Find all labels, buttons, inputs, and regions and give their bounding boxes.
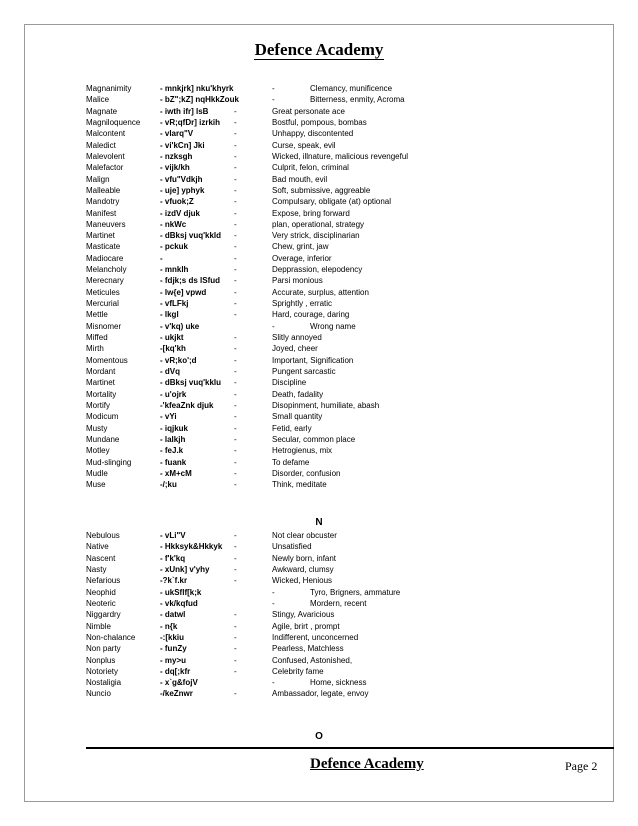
entry-separator: - — [234, 468, 237, 478]
entry-meaning: Disopinment, humiliate, abash — [272, 400, 380, 410]
entry-hindi: - nzksgh — [160, 151, 193, 161]
entry-meaning: Bostful, pompous, bombas — [272, 117, 367, 127]
entry-word: Nascent — [86, 553, 116, 563]
entry-word: Mandotry — [86, 197, 120, 207]
entry-meaning-indented: Home, sickness — [310, 678, 367, 688]
entry-word: Meticules — [86, 287, 120, 297]
entry-word: Mudle — [86, 468, 108, 478]
entry-meaning: Great personate ace — [272, 106, 345, 116]
entry-meaning: Hetrogienus, mix — [272, 446, 333, 456]
entry-meaning: Overage, inferior — [272, 253, 332, 263]
entry-separator: - — [234, 140, 237, 150]
entry-hindi: - fuank — [160, 457, 187, 467]
entry-meaning: Stingy, Avaricious — [272, 610, 335, 620]
entry-word: Neophid — [86, 587, 116, 597]
entry-hindi: - vi'kCn] Jki — [160, 140, 205, 150]
entry-word: Mud-slinging — [86, 457, 132, 467]
entry-separator: - — [234, 480, 237, 490]
entry-separator: - — [234, 457, 237, 467]
entry-separator: - — [234, 576, 237, 586]
entry-word: Mortality — [86, 389, 117, 399]
glossary-entry — [0, 389, 638, 401]
entry-separator: - — [234, 129, 237, 139]
entry-word: Martinet — [86, 378, 115, 388]
entry-separator: - — [234, 299, 237, 309]
glossary-entry — [0, 541, 638, 553]
entry-meaning: Important, Signification — [272, 355, 354, 365]
entry-word: Non party — [86, 644, 121, 654]
glossary-entry — [0, 587, 638, 599]
glossary-entry — [0, 530, 638, 542]
glossary-entry — [0, 106, 638, 118]
entry-word: Magnanimity — [86, 84, 132, 93]
glossary-entry — [0, 264, 638, 276]
entry-hindi: - fdjk;s ds lSfud — [160, 276, 220, 286]
entry-meaning-indented: Wrong name — [310, 321, 356, 331]
entry-word: Motley — [86, 446, 110, 456]
entry-hindi: - mnklh — [160, 265, 189, 275]
entry-hindi: -:[kkiu — [160, 632, 184, 642]
entry-word: Nuncio — [86, 689, 111, 699]
glossary-entry — [0, 355, 638, 367]
glossary-entry — [0, 457, 638, 469]
entry-separator: - — [234, 610, 237, 620]
glossary-entry — [0, 230, 638, 242]
entry-separator: - — [234, 666, 237, 676]
glossary-entry — [0, 321, 638, 333]
entry-separator: - — [234, 378, 237, 388]
entry-hindi: - Hkksyk&Hkkyk — [160, 542, 223, 552]
glossary-entry — [0, 128, 638, 140]
glossary-entry — [0, 83, 638, 95]
entry-separator: - — [234, 542, 237, 552]
entry-hindi: - xUnk] v'yhy — [160, 564, 210, 574]
glossary-entry — [0, 174, 638, 186]
entry-meaning: Discipline — [272, 378, 307, 388]
entry-meaning: Think, meditate — [272, 480, 327, 490]
entry-meaning: Unhappy, discontented — [272, 129, 354, 139]
glossary-entry — [0, 219, 638, 231]
entry-word: Merecnary — [86, 276, 124, 286]
entry-separator: - — [234, 344, 237, 354]
entry-lead-dash: - — [272, 95, 275, 105]
entry-meaning: Wicked, Henious — [272, 576, 333, 586]
glossary-entry — [0, 162, 638, 174]
entry-separator: - — [234, 531, 237, 540]
glossary-entry — [0, 434, 638, 446]
glossary-entry — [0, 677, 638, 689]
entry-separator: - — [234, 287, 237, 297]
entry-word: Nefarious — [86, 576, 121, 586]
entry-hindi: - nkWc — [160, 219, 187, 229]
entry-separator: - — [234, 389, 237, 399]
entry-hindi: - lkgl — [160, 310, 179, 320]
entry-separator: - — [234, 219, 237, 229]
entry-meaning: Agile, brirt , prompt — [272, 621, 340, 631]
glossary-entry — [0, 241, 638, 253]
entry-meaning: Secular, common place — [272, 434, 356, 444]
entry-meaning: Celebrity fame — [272, 666, 324, 676]
glossary-entry — [0, 688, 638, 700]
entry-separator: - — [234, 197, 237, 207]
entry-hindi: - vlarq"V — [160, 129, 194, 139]
entry-hindi: - x`g&fojV — [160, 678, 198, 688]
entry-word: Misnomer — [86, 321, 122, 331]
entry-word: Melancholy — [86, 265, 127, 275]
entry-separator: - — [234, 621, 237, 631]
entry-meaning: Awkward, clumsy — [272, 564, 334, 574]
entry-meaning: Indifferent, unconcerned — [272, 632, 359, 642]
entry-meaning: Unsatisfied — [272, 542, 312, 552]
glossary-entry — [0, 655, 638, 667]
entry-separator: - — [234, 106, 237, 116]
entry-hindi: - datwl — [160, 610, 186, 620]
entry-meaning: Curse, speak, evil — [272, 140, 336, 150]
glossary-entry — [0, 196, 638, 208]
section-letter-o: O — [315, 731, 323, 742]
glossary-entry — [0, 411, 638, 423]
glossary-entry — [0, 366, 638, 378]
entry-word: Malefactor — [86, 163, 124, 173]
entry-separator: - — [234, 174, 237, 184]
entry-hindi: - vLi"V — [160, 531, 186, 540]
entry-word: Native — [86, 542, 109, 552]
entry-meaning: Pearless, Matchless — [272, 644, 344, 654]
entry-separator: - — [234, 553, 237, 563]
entry-hindi: - pckuk — [160, 242, 189, 252]
entry-meaning: Ambassador, legate, envoy — [272, 689, 369, 699]
entry-word: Maledict — [86, 140, 116, 150]
entry-meaning: Small quantity — [272, 412, 323, 422]
glossary-entry — [0, 632, 638, 644]
entry-lead-dash: - — [272, 598, 275, 608]
entry-hindi: - mnkjrk] nku'khyrk — [160, 84, 234, 93]
header-title-text: Defence Academy — [254, 40, 384, 59]
glossary-entry — [0, 287, 638, 299]
entry-word: Momentous — [86, 355, 128, 365]
entry-hindi: - ukjkt — [160, 333, 184, 343]
glossary-entry — [0, 643, 638, 655]
glossary-entry — [0, 185, 638, 197]
entry-word: Notoriety — [86, 666, 119, 676]
entry-hindi: - vk/kqfud — [160, 598, 198, 608]
entry-hindi: -/keZnwr — [160, 689, 193, 699]
entry-separator: - — [234, 423, 237, 433]
entry-hindi: - vfuok;Z — [160, 197, 194, 207]
entry-word: Nonplus — [86, 655, 116, 665]
entry-word: Malcontent — [86, 129, 126, 139]
entry-word: Miffed — [86, 333, 108, 343]
glossary-entry — [0, 140, 638, 152]
entry-word: Mordant — [86, 367, 116, 376]
entry-hindi: - vijk/kh — [160, 163, 190, 173]
entry-meaning: Disorder, confusion — [272, 468, 341, 478]
entry-separator: - — [234, 400, 237, 410]
glossary-entry — [0, 564, 638, 576]
glossary-entry — [0, 666, 638, 678]
entry-meaning-indented: Mordern, recent — [310, 598, 367, 608]
entry-word: Mirth — [86, 344, 104, 354]
entry-meaning: Depprassion, elepodency — [272, 265, 363, 275]
entry-hindi: -/;ku — [160, 480, 177, 490]
glossary-entry — [0, 151, 638, 163]
glossary-entry — [0, 208, 638, 220]
header-title — [0, 40, 638, 60]
entry-meaning: Hard, courage, daring — [272, 310, 350, 320]
entry-hindi: -?k`f.kr — [160, 576, 188, 586]
glossary-entry — [0, 94, 638, 106]
entry-meaning: Bad mouth, evil — [272, 174, 328, 184]
entry-hindi: -[kq'kh — [160, 344, 186, 354]
entry-meaning-indented: Tyro, Brigners, ammature — [310, 587, 401, 597]
entry-meaning: Pungent sarcastic — [272, 367, 336, 376]
entry-word: Mortify — [86, 400, 110, 410]
entry-separator: - — [234, 412, 237, 422]
entry-hindi: - dBksj vuq'kkld — [160, 231, 222, 241]
entry-hindi: - — [160, 253, 163, 263]
entry-word: Neoteric — [86, 598, 116, 608]
entry-meaning: Chew, grint, jaw — [272, 242, 329, 252]
entry-word: Nimble — [86, 621, 111, 631]
entry-separator: - — [234, 310, 237, 320]
glossary-entry — [0, 445, 638, 457]
entry-meaning-indented: Clemancy, munificence — [310, 84, 393, 93]
entry-meaning: Not clear obcuster — [272, 531, 337, 540]
entry-meaning: Sprightly , erratic — [272, 299, 333, 309]
glossary-entry — [0, 553, 638, 565]
entry-hindi: - n{k — [160, 621, 178, 631]
entry-meaning: Confused, Astonished, — [272, 655, 353, 665]
entry-word: Nasty — [86, 564, 107, 574]
entry-hindi: - bZ";kZ] nqHkkZouk — [160, 95, 239, 105]
glossary-entry — [0, 253, 638, 265]
entry-meaning: plan, operational, strategy — [272, 219, 365, 229]
entry-word: Malign — [86, 174, 110, 184]
entry-hindi: - vR;ko';d — [160, 355, 197, 365]
entry-meaning: Death, fadality — [272, 389, 324, 399]
entry-separator: - — [234, 231, 237, 241]
entry-hindi: - vfu"Vdkjh — [160, 174, 203, 184]
entry-separator: - — [234, 242, 237, 252]
entry-hindi: - ukSflf[k;k — [160, 587, 202, 597]
entry-word: Mettle — [86, 310, 108, 320]
entry-separator: - — [234, 446, 237, 456]
entry-meaning: Very strick, disciplinarian — [272, 231, 360, 241]
section-letter-n: N — [315, 517, 323, 528]
glossary-entry — [0, 117, 638, 129]
entry-word: Niggardry — [86, 610, 121, 620]
entry-hindi: - funZy — [160, 644, 187, 654]
entry-hindi: - lalkjh — [160, 434, 186, 444]
entry-meaning-indented: Bitterness, enmity, Acroma — [310, 95, 405, 105]
entry-hindi: - dq[;kfr — [160, 666, 191, 676]
entry-hindi: - vYi — [160, 412, 177, 422]
glossary-entry — [0, 343, 638, 355]
entry-hindi: - lw{e] vpwd — [160, 287, 207, 297]
entry-hindi: - dBksj vuq'kklu — [160, 378, 222, 388]
glossary-entry — [0, 423, 638, 435]
entry-separator: - — [234, 434, 237, 444]
entry-word: Magnate — [86, 106, 118, 116]
entry-hindi: - uje] yphyk — [160, 185, 205, 195]
entry-separator: - — [234, 276, 237, 286]
entry-word: Mundane — [86, 434, 120, 444]
entry-meaning: Newly born, infant — [272, 553, 337, 563]
entry-separator: - — [234, 355, 237, 365]
entry-hindi: - dVq — [160, 367, 180, 376]
entry-hindi: - my>u — [160, 655, 187, 665]
entry-lead-dash: - — [272, 321, 275, 331]
entry-separator: - — [234, 333, 237, 343]
entry-separator: - — [234, 151, 237, 161]
entry-meaning: Joyed, cheer — [272, 344, 318, 354]
entry-hindi: -'kfeaZnk djuk — [160, 400, 214, 410]
entry-separator: - — [234, 564, 237, 574]
glossary-entry — [0, 621, 638, 633]
glossary-entry — [0, 377, 638, 389]
glossary-entry — [0, 275, 638, 287]
entry-meaning: Slitly annoyed — [272, 333, 322, 343]
entry-word: Modicum — [86, 412, 119, 422]
entry-meaning: Compulsary, obligate (at) optional — [272, 197, 392, 207]
entry-meaning: Wicked, illnature, malicious revengeful — [272, 151, 409, 161]
glossary-entry — [0, 332, 638, 344]
entry-separator: - — [234, 644, 237, 654]
entry-separator: - — [234, 163, 237, 173]
glossary-entry — [0, 400, 638, 412]
entry-word: Masticate — [86, 242, 121, 252]
entry-separator: - — [234, 117, 237, 127]
entry-lead-dash: - — [272, 84, 275, 93]
entry-word: Muse — [86, 480, 106, 490]
glossary-entry — [0, 479, 638, 491]
glossary-entry — [0, 298, 638, 310]
entry-hindi: - f'k'kq — [160, 553, 186, 563]
entry-meaning: Soft, submissive, aggreable — [272, 185, 371, 195]
entry-meaning: Fetid, early — [272, 423, 312, 433]
entry-separator: - — [234, 367, 237, 376]
entry-meaning: To defame — [272, 457, 310, 467]
glossary-entry — [0, 609, 638, 621]
entry-separator: - — [234, 632, 237, 642]
glossary-entry — [0, 309, 638, 321]
entry-separator: - — [234, 655, 237, 665]
entry-separator: - — [234, 208, 237, 218]
entry-meaning: Parsi monious — [272, 276, 323, 286]
entry-hindi: - u'ojrk — [160, 389, 187, 399]
glossary-entry — [0, 575, 638, 587]
entry-hindi: - xM+cM — [160, 468, 192, 478]
entry-word: Malevolent — [86, 151, 125, 161]
entry-separator: - — [234, 253, 237, 263]
entry-separator: - — [234, 185, 237, 195]
entry-hindi: - v'kq) uke — [160, 321, 200, 331]
entry-separator: - — [234, 265, 237, 275]
entry-word: Maneuvers — [86, 219, 126, 229]
entry-hindi: - iwth ifr] lsB — [160, 106, 209, 116]
footer-title: Defence Academy — [310, 756, 424, 772]
entry-word: Nostaligia — [86, 678, 122, 688]
entry-word: Malleable — [86, 185, 121, 195]
glossary-entry — [0, 468, 638, 480]
entry-hindi: - vfLFkj — [160, 299, 189, 309]
glossary-entry — [0, 598, 638, 610]
entry-separator: - — [234, 689, 237, 699]
entry-word: Martinet — [86, 231, 115, 241]
entry-word: Nebulous — [86, 531, 120, 540]
entry-hindi: - vR;qfDr] izrkih — [160, 117, 220, 127]
entry-meaning: Culprit, felon, criminal — [272, 163, 349, 173]
entry-word: Non-chalance — [86, 632, 136, 642]
entry-lead-dash: - — [272, 587, 275, 597]
footer-rule — [86, 747, 614, 749]
entry-word: Musty — [86, 423, 108, 433]
entry-meaning: Expose, bring forward — [272, 208, 350, 218]
page-number: Page 2 — [565, 759, 598, 773]
entry-word: Manifest — [86, 208, 117, 218]
entry-word: Mercurial — [86, 299, 119, 309]
entry-meaning: Accurate, surplus, attention — [272, 287, 369, 297]
entry-hindi: - izdV djuk — [160, 208, 200, 218]
entry-hindi: - iqjkuk — [160, 423, 189, 433]
entry-lead-dash: - — [272, 678, 275, 688]
entry-hindi: - feJ.k — [160, 446, 184, 456]
entry-word: Malice — [86, 95, 110, 105]
entry-word: Magniloquence — [86, 117, 141, 127]
entry-word: Madiocare — [86, 253, 124, 263]
